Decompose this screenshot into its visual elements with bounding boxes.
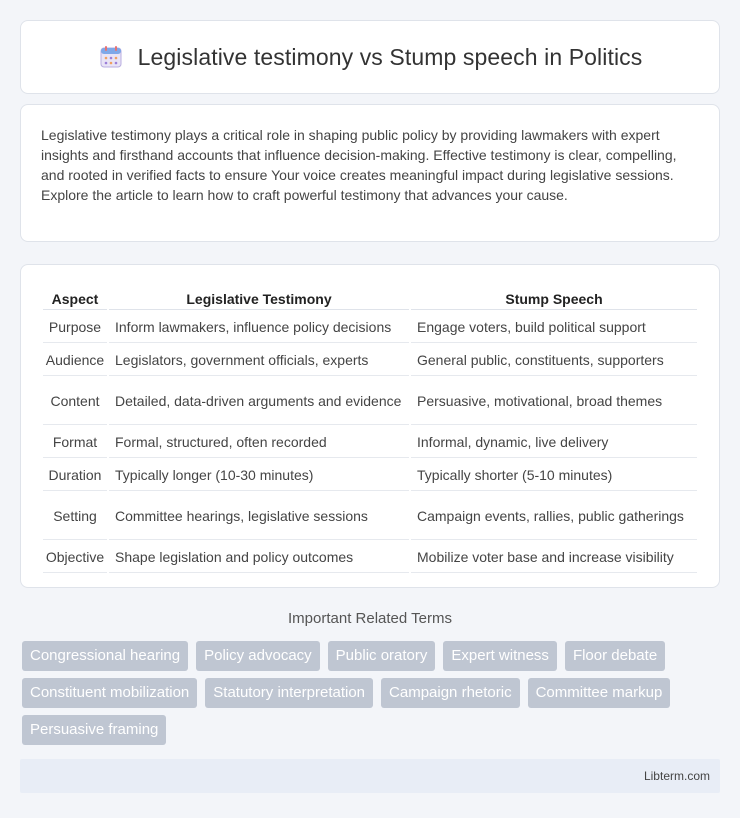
intro-text: Legislative testimony plays a critical role in shaping public policy by providing lawmakers with expert insights and firsthand accounts that influence decision-making. Effective testimony is clear, compelling, and rooted in verified facts to ensure Your voice creates meaningful impact during legislative sessions. Explore the article to learn how to craft powerful testimony that advances your cause. <box>41 127 677 203</box>
table-row <box>43 345 697 376</box>
row-aspect: Purpose <box>43 312 107 343</box>
header-stump-speech: Stump Speech <box>411 287 697 310</box>
comparison-card <box>20 264 720 588</box>
row-stump-speech: Mobilize voter base and increase visibility <box>411 542 697 573</box>
related-terms-list <box>20 641 720 745</box>
row-legislative-testimony: Typically longer (10-30 minutes) <box>109 460 409 491</box>
row-aspect: Duration <box>43 460 107 491</box>
row-legislative-testimony: Shape legislation and policy outcomes <box>109 542 409 573</box>
term-tag[interactable]: Statutory interpretation <box>205 678 373 708</box>
row-aspect: Objective <box>43 542 107 573</box>
row-stump-speech: Informal, dynamic, live delivery <box>411 427 697 458</box>
calendar-icon <box>98 44 124 70</box>
term-tag[interactable]: Persuasive framing <box>22 715 166 745</box>
row-stump-speech: Engage voters, build political support <box>411 312 697 343</box>
footer <box>20 759 720 793</box>
row-legislative-testimony: Formal, structured, often recorded <box>109 427 409 458</box>
term-tag[interactable]: Floor debate <box>565 641 665 671</box>
row-legislative-testimony: Committee hearings, legislative sessions <box>109 493 409 540</box>
row-stump-speech: Persuasive, motivational, broad themes <box>411 378 697 425</box>
table-row <box>43 312 697 343</box>
related-terms-title: Important Related Terms <box>288 610 452 627</box>
header-card <box>20 20 720 94</box>
table-row <box>43 378 697 425</box>
row-stump-speech: General public, constituents, supporters <box>411 345 697 376</box>
row-legislative-testimony: Detailed, data-driven arguments and evidence <box>109 378 409 425</box>
comparison-table <box>41 285 699 575</box>
row-legislative-testimony: Legislators, government officials, experts <box>109 345 409 376</box>
footer-site-link[interactable]: Libterm.com <box>643 769 710 783</box>
row-legislative-testimony: Inform lawmakers, influence policy decisions <box>109 312 409 343</box>
header-legislative-testimony: Legislative Testimony <box>109 287 409 310</box>
table-row <box>43 493 697 540</box>
intro-card <box>20 104 720 242</box>
page-title: Legislative testimony vs Stump speech in Politics <box>137 43 643 70</box>
term-tag[interactable]: Constituent mobilization <box>22 678 197 708</box>
row-aspect: Audience <box>43 345 107 376</box>
term-tag[interactable]: Public oratory <box>328 641 436 671</box>
table-row <box>43 460 697 491</box>
row-stump-speech: Typically shorter (5-10 minutes) <box>411 460 697 491</box>
row-stump-speech: Campaign events, rallies, public gatherings <box>411 493 697 540</box>
row-aspect: Content <box>43 378 107 425</box>
term-tag[interactable]: Congressional hearing <box>22 641 188 671</box>
table-row <box>43 542 697 573</box>
table-header-row <box>43 287 697 310</box>
row-aspect: Setting <box>43 493 107 540</box>
term-tag[interactable]: Campaign rhetoric <box>381 678 520 708</box>
term-tag[interactable]: Committee markup <box>528 678 671 708</box>
term-tag[interactable]: Policy advocacy <box>196 641 320 671</box>
row-aspect: Format <box>43 427 107 458</box>
term-tag[interactable]: Expert witness <box>443 641 557 671</box>
table-row <box>43 427 697 458</box>
header-aspect: Aspect <box>43 287 107 310</box>
